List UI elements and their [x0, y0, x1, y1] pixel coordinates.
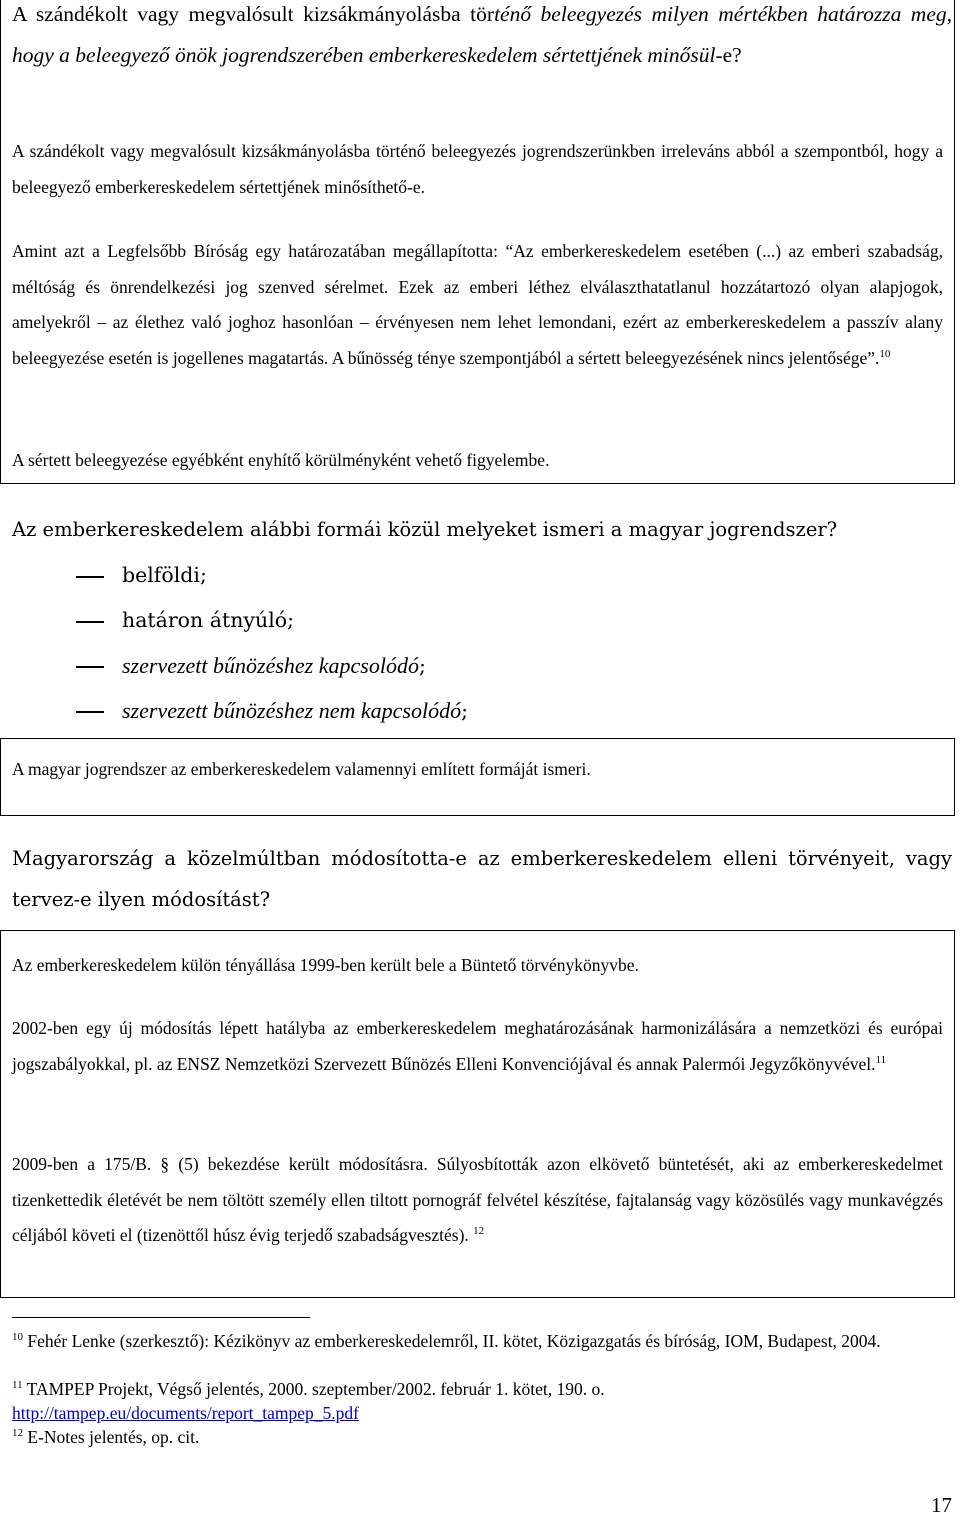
footnote-text: Fehér Lenke (szerkesztő): Kézikönyv az emberkereskedelemről, II. kötet, Közigazgatás és bíróság, IOM, Budapest, 2004. — [27, 1331, 881, 1351]
question-3: Magyarország a közelmúltban módosította-e az emberkereskedelem elleni törvényeit, vagy tervez-e ilyen módosítást? — [12, 847, 952, 911]
form-label: szervezett bűnözéshez nem kapcsolódó — [122, 698, 462, 723]
form-label: szervezett bűnözéshez kapcsolódó — [122, 653, 419, 678]
question-1-text-c: -e? — [715, 43, 742, 67]
footnote-number: 12 — [12, 1427, 23, 1439]
footnote-number: 11 — [12, 1379, 23, 1391]
answer-2-paragraph: A magyar jogrendszer az emberkereskedelem valamennyi említett formáját ismeri. — [12, 759, 591, 779]
footnote-number: 10 — [12, 1331, 23, 1343]
form-label: belföldi — [122, 563, 200, 587]
answer-1-paragraph-2 — [12, 234, 943, 376]
form-suffix: ; — [461, 699, 469, 723]
answer-3-paragraph-1: Az emberkereskedelem külön tényállása 1999-ben került bele a Büntető törvénykönyvbe. — [12, 955, 639, 975]
answer-3-paragraph-3-text: 2009-ben a 175/B. § (5) bekezdése került módosításra. Súlyosbították azon elkövető büntetését, aki az emberkereskedelmet tizenkettedik életévét be nem töltött személy ellen tiltott pornográf felvétel készítése, fajtalanság vagy közösülés vagy munkavégzés céljából követi el (tizenöttől húsz évig terjedő szabadságvesztés). — [12, 1154, 943, 1245]
answer-3-paragraph-2 — [12, 1011, 943, 1082]
dash-bullet — [76, 666, 104, 668]
question-2: Az emberkereskedelem alábbi formái közül melyeket ismeri a magyar jogrendszer? — [12, 518, 838, 541]
answer-3-paragraph-3 — [12, 1147, 943, 1254]
dash-bullet — [76, 711, 104, 713]
answer-3-paragraph-2-text: 2002-ben egy új módosítás lépett hatályba az emberkereskedelem meghatározásának harmonizálására a nemzetközi és európai jogszabályokkal, pl. az ENSZ Nemzetközi Szervezett Bűnözés Elleni Konvenciójával és annak Palermói Jegyzőkönyvével. — [12, 1018, 943, 1074]
footnote-12 — [12, 1425, 952, 1449]
dash-bullet — [76, 576, 104, 578]
answer-1-paragraph-3: A sértett beleegyezése egyébként enyhítő körülményként vehető figyelembe. — [12, 450, 550, 470]
answer-1-paragraph-1: A szándékolt vagy megvalósult kizsákmányolásba történő beleegyezés jogrendszerünkben irreleváns abból a szempontból, hogy a beleegyező emberkereskedelem sértettjének minősíthető-e. — [12, 141, 943, 197]
form-label: határon átnyúló — [122, 608, 288, 632]
footnote-text: TAMPEP Projekt, Végső jelentés, 2000. szeptember/2002. február 1. kötet, 190. o. — [26, 1379, 605, 1399]
page-number: 17 — [931, 1493, 952, 1517]
form-suffix: ; — [418, 654, 426, 678]
footnote-link[interactable]: http://tampep.eu/documents/report_tampep_5.pdf — [12, 1403, 360, 1423]
form-suffix: ; — [199, 563, 207, 587]
answer-1-paragraph-2-text: Amint azt a Legfelsőbb Bíróság egy határozatában megállapította: “Az emberkereskedelem esetében (...) az emberi szabadság, méltóság és önrendelkezési jog szenved sérelmet. Ezek az emberi léthez elválaszthatatlanul hozzátartozó olyan alapjogok, amelyekről – az élethez való joghoz hasonlóan – érvényesen nem lehet lemondani, ezért az emberkereskedelem a passzív alany beleegyezése esetén is jogellenes magatartás. A bűnösség ténye szempontjából a sértett beleegyezésének nincs jelentősége”. — [12, 241, 943, 368]
footnote-text: E-Notes jelentés, op. cit. — [27, 1427, 200, 1447]
footnote-11 — [12, 1377, 952, 1425]
question-1-text-a: A szándékolt vagy megvalósult kizsákmányolásba tör — [12, 2, 495, 26]
footnote-ref-12[interactable]: 12 — [473, 1225, 485, 1237]
footnote-ref-11[interactable]: 11 — [875, 1053, 887, 1066]
question-1-text-italic: ténő beleegyezés milyen mértékben határozza meg, hogy a beleegyező önök jogrendszerében emberkereskedelem sértettjének minősül — [12, 2, 952, 67]
dash-bullet — [76, 621, 104, 623]
footnote-10 — [12, 1329, 952, 1353]
form-suffix: ; — [287, 608, 295, 632]
footnote-separator — [12, 1317, 310, 1318]
footnote-ref-10[interactable]: 10 — [879, 347, 891, 360]
